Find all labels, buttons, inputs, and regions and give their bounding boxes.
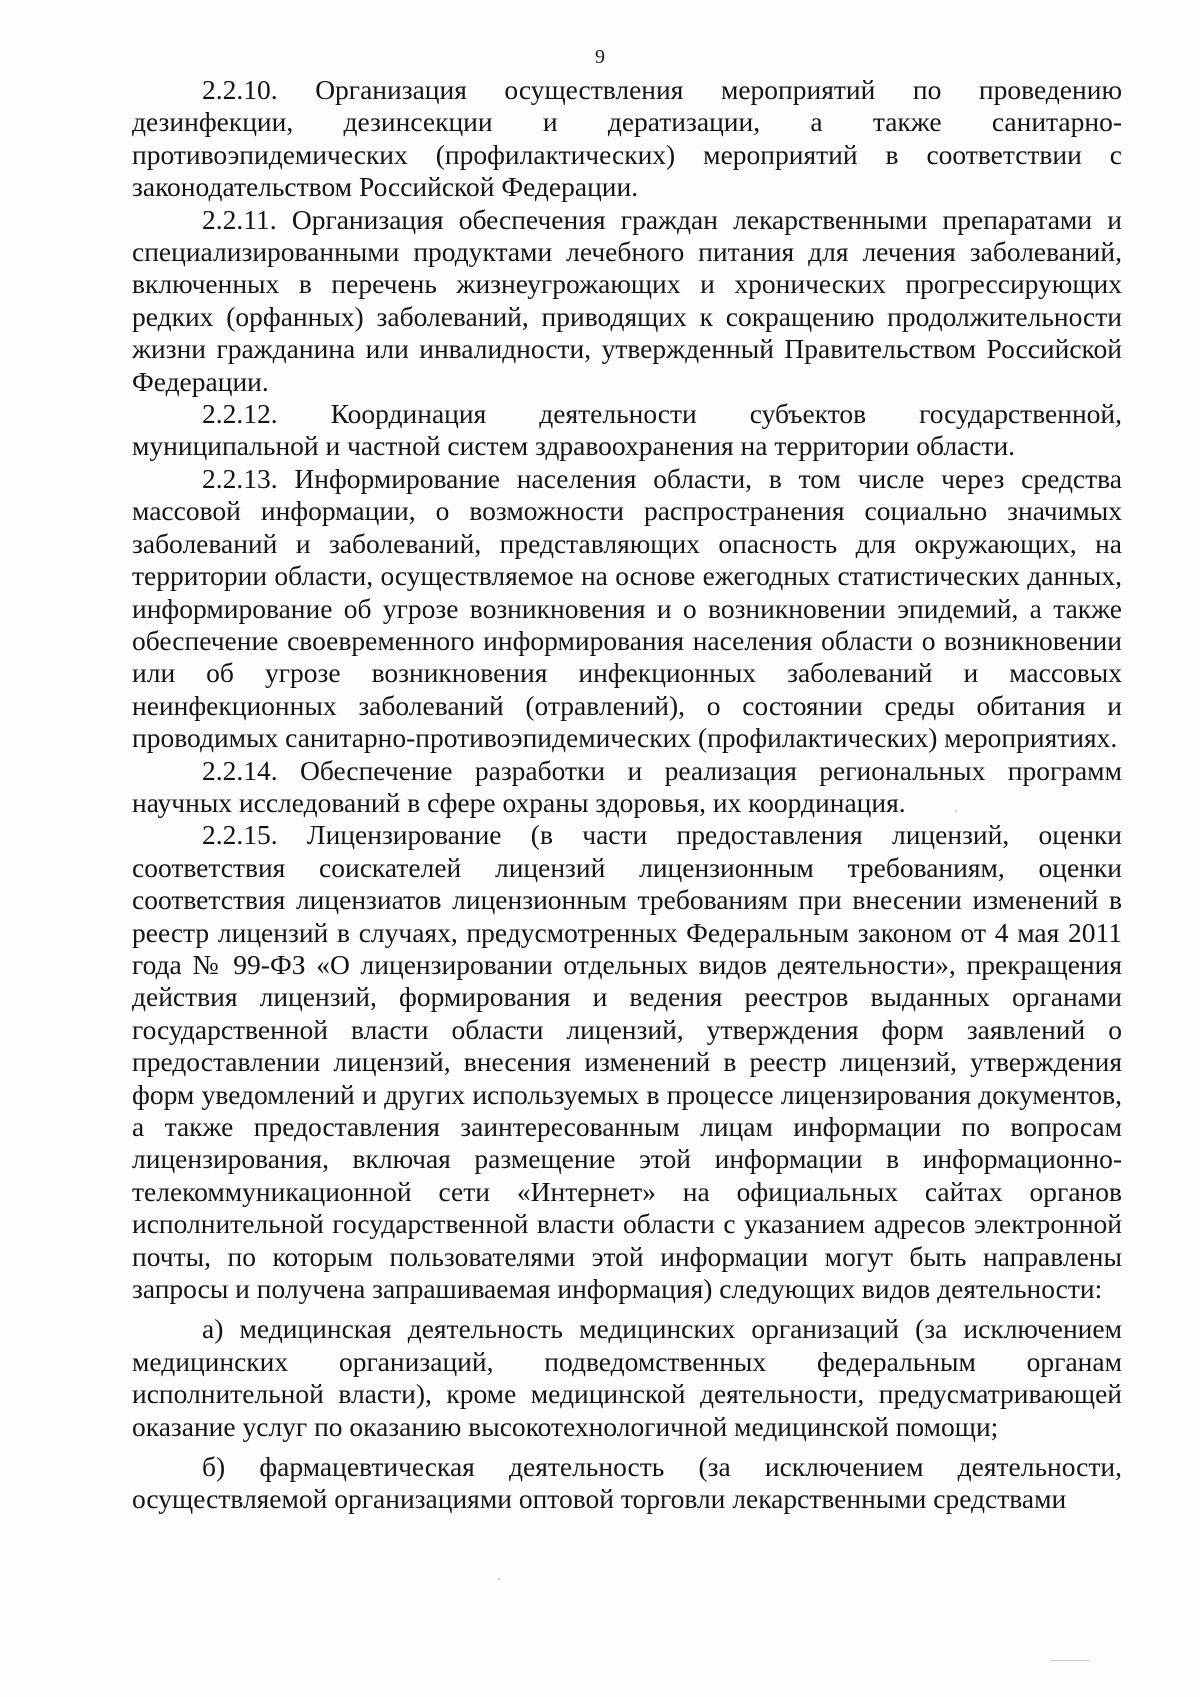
paragraph-2-2-15: 2.2.15. Лицензирование (в части предоставления лицензий, оценки соответствия соискателей лицензий лицензионным требованиям, оценки соответствия лицензиатов лицензионным требованиям при внесении изменений в реестр лицензий в случаях, предусмотренных Федеральным законом от 4 мая 2011 года № 99-ФЗ «О лицензировании отдельных видов деятельности», прекращения действия лицензий, формирования и ведения реестров выданных органами государственной власти области лицензий, утверждения форм заявлений о предоставлении лицензий, внесения изменений в реестр лицензий, утверждения форм уведомлений и других используемых в процессе лицензирования документов, а также предоставления заинтересованным лицам информации по вопросам лицензирования, включая размещение этой информации в информационно-телекоммуникационной сети «Интернет» на официальных сайтах органов исполнительной государственной власти области с указанием адресов электронной почты, по которым пользователями этой информации могут быть направлены запросы и получена запрашиваемая информация) следующих видов деятельности: [132,819,1122,1305]
document-body [132,74,1122,1516]
scan-speck [498,1578,500,1580]
list-item-b: б) фармацевтическая деятельность (за исключением деятельности, осуществляемой организациями оптовой торговли лекарственными средствами [132,1451,1122,1515]
paragraph-2-2-10: 2.2.10. Организация осуществления мероприятий по проведению дезинфекции, дезинсекции и дератизации, а также санитарно-противоэпидемических (профилактических) мероприятий в соответствии с законодательством Российской Федерации. [132,74,1122,203]
paragraph-2-2-14: 2.2.14. Обеспечение разработки и реализация региональных программ научных исследований в сфере охраны здоровья, их координация. [132,754,1122,818]
paragraph-2-2-13: 2.2.13. Информирование населения области, в том числе через средства массовой информации, о возможности распространения социально значимых заболеваний и заболеваний, представляющих опасность для окружающих, на территории области, осуществляемое на основе ежегодных статистических данных, информирование об угрозе возникновения и о возникновении эпидемий, а также обеспечение своевременного информирования населения области о возникновении или об угрозе возникновения инфекционных заболеваний и массовых неинфекционных заболеваний (отравлений), о состоянии среды обитания и проводимых санитарно-противоэпидемических (профилактических) мероприятиях. [132,462,1122,754]
scan-speck [955,810,957,812]
scan-speck [1050,1660,1090,1661]
page-number: 9 [595,46,605,68]
list-item-a: а) медицинская деятельность медицинских организаций (за исключением медицинских организаций, подведомственных федеральным органам исполнительной власти), кроме медицинской деятельности, предусматривающей оказание услуг по оказанию высокотехнологичной медицинской помощи; [132,1313,1122,1442]
paragraph-2-2-11: 2.2.11. Организация обеспечения граждан лекарственными препаратами и специализированными продуктами лечебного питания для лечения заболеваний, включенных в перечень жизнеугрожающих и хронических прогрессирующих редких (орфанных) заболеваний, приводящих к сокращению продолжительности жизни гражданина или инвалидности, утвержденный Правительством Российской Федерации. [132,203,1122,397]
paragraph-2-2-12: 2.2.12. Координация деятельности субъектов государственной, муниципальной и частной систем здравоохранения на территории области. [132,398,1122,462]
